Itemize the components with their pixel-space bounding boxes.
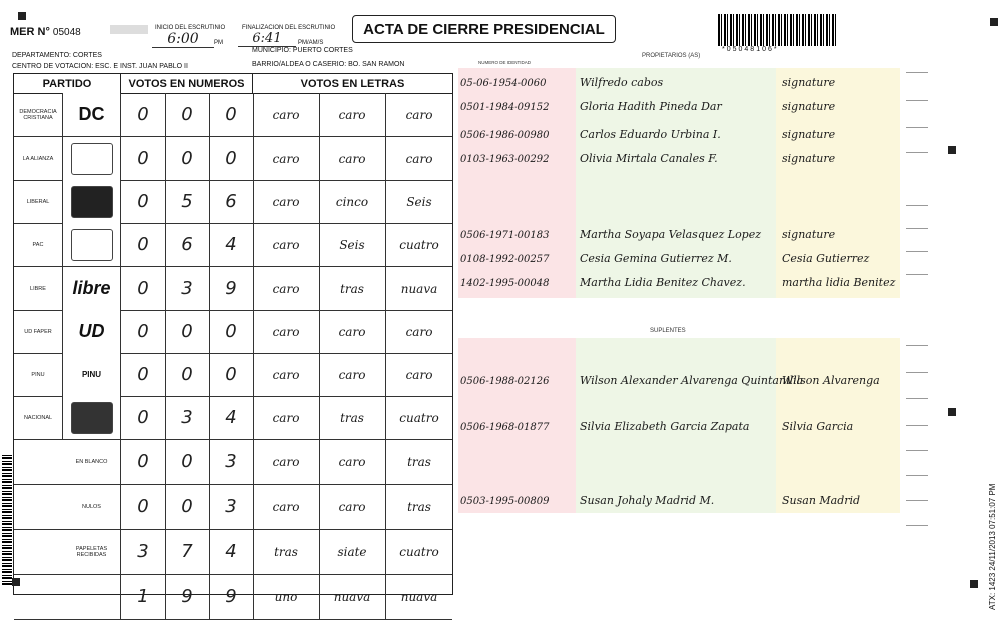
vote-digit: 0 <box>225 104 237 125</box>
party-name: PAC <box>32 241 44 248</box>
vote-word: tras <box>407 454 431 469</box>
vote-word-cell <box>386 396 452 439</box>
total-name: PAPELETAS RECIBIDAS <box>75 545 108 558</box>
signatory-name: Martha Lidia Benitez Chavez. <box>580 276 746 289</box>
vote-digit: 5 <box>181 191 193 212</box>
margin-line <box>906 425 928 426</box>
margin-line <box>906 475 928 476</box>
vote-digit: 7 <box>181 541 193 562</box>
vote-word-cell <box>319 529 386 574</box>
signature: signature <box>782 152 836 165</box>
party-name-cell <box>14 180 63 223</box>
vote-digit-cell <box>165 353 210 396</box>
vote-digit-cell <box>121 267 166 310</box>
party-name-cell <box>14 93 63 136</box>
vote-digit: 1 <box>137 586 149 607</box>
party-logo <box>63 353 121 396</box>
signatory-name: Silvia Elizabeth Garcia Zapata <box>580 420 750 433</box>
side-barcode <box>2 455 12 585</box>
total-spacer <box>14 484 62 529</box>
total-name-cell <box>63 484 121 529</box>
margin-line <box>906 100 928 101</box>
total-name: EN BLANCO <box>75 458 108 465</box>
vote-digit-cell <box>121 484 166 529</box>
party-logo <box>63 137 121 180</box>
vote-word: cuatro <box>399 410 439 425</box>
margin-line <box>906 127 928 128</box>
table-row <box>14 439 452 485</box>
vote-digit: 0 <box>181 364 193 385</box>
vote-word-cell <box>386 574 452 619</box>
vote-digit-cell <box>121 574 166 619</box>
vote-word: tras <box>340 281 364 296</box>
vote-word-cell <box>319 180 386 223</box>
table-row <box>14 137 452 181</box>
vote-word: nuava <box>333 589 371 604</box>
vote-word-cell <box>319 93 386 136</box>
propietarios-label: PROPIETARIOS (AS) <box>642 53 701 59</box>
table-row <box>14 310 452 354</box>
party-emblem-icon <box>71 229 113 261</box>
vote-word-cell <box>253 353 320 396</box>
signatory-id: 0501-1984-09152 <box>460 102 550 113</box>
finalizacion-label: FINALIZACION DEL ESCRUTINIO <box>242 25 336 31</box>
vote-digit-cell <box>121 310 166 353</box>
vote-word-cell <box>253 137 320 180</box>
party-name-cell <box>14 223 63 266</box>
vote-word: caro <box>272 237 300 252</box>
margin-line <box>906 345 928 346</box>
barcode-number: *05048106* <box>722 46 779 53</box>
vote-word-cell <box>253 396 320 439</box>
vote-digit: 9 <box>181 586 193 607</box>
vote-word-cell <box>386 93 452 136</box>
vote-word-cell <box>386 137 452 180</box>
signatory-name: Wilfredo cabos <box>580 76 664 89</box>
vote-digit-cell <box>165 93 210 136</box>
signatory-name: Carlos Eduardo Urbina I. <box>580 128 721 141</box>
vote-digit-cell <box>209 267 254 310</box>
vote-digit-cell <box>209 529 254 574</box>
party-logo <box>63 180 121 223</box>
vote-digit: 4 <box>225 541 237 562</box>
signatory-row <box>458 274 908 294</box>
vote-digit: 0 <box>137 321 149 342</box>
table-row <box>14 267 452 311</box>
vote-digit: 4 <box>225 234 237 255</box>
vote-digit: 3 <box>181 278 193 299</box>
vote-word-cell <box>319 223 386 266</box>
vote-word: caro <box>405 107 433 122</box>
signatory-id: 0506-1988-02126 <box>460 376 550 387</box>
party-name: LIBERAL <box>26 198 50 205</box>
party-logo <box>63 93 121 136</box>
vote-word-cell <box>319 484 386 529</box>
margin-line <box>906 500 928 501</box>
table-row <box>14 223 452 267</box>
vote-digit-cell <box>165 180 210 223</box>
municipio: MUNICIPIO: PUERTO CORTES <box>252 47 353 54</box>
vote-digit-cell <box>209 484 254 529</box>
vote-word: siate <box>337 544 367 559</box>
vote-digit: 0 <box>137 278 149 299</box>
party-logo-text: libre <box>72 278 111 298</box>
total-spacer <box>14 529 62 574</box>
vote-digit-cell <box>121 93 166 136</box>
signatory-id: 0506-1968-01877 <box>460 422 550 433</box>
signatory-id: 0108-1992-00257 <box>460 254 550 265</box>
vote-word-cell <box>253 484 320 529</box>
party-name-cell <box>14 353 63 396</box>
margin-line <box>906 450 928 451</box>
vote-digit: 0 <box>181 451 193 472</box>
header-partido: PARTIDO <box>14 74 121 94</box>
finalizacion-value: 6:41 <box>238 31 296 47</box>
signature: martha lidia Benitez <box>782 276 896 289</box>
vote-digit: 0 <box>137 407 149 428</box>
vote-digit-cell <box>165 396 210 439</box>
header-votos-letras: VOTOS EN LETRAS <box>253 74 452 94</box>
centro-votacion: CENTRO DE VOTACION: ESC. E INST. JUAN PABLO II <box>12 63 188 70</box>
vote-word: cuatro <box>399 237 439 252</box>
vote-digit: 0 <box>225 321 237 342</box>
party-name: PINU <box>31 371 45 378</box>
vote-word: caro <box>338 454 366 469</box>
party-emblem-icon <box>71 186 113 218</box>
vote-word-cell <box>253 574 320 619</box>
signatory-name: Cesia Gemina Gutierrez M. <box>580 252 732 265</box>
vote-word: caro <box>272 454 300 469</box>
table-row <box>14 484 452 530</box>
vote-digit-cell <box>165 267 210 310</box>
vote-word: caro <box>338 151 366 166</box>
vote-word: nuava <box>400 589 438 604</box>
margin-line <box>906 372 928 373</box>
vote-digit: 0 <box>137 364 149 385</box>
vote-word: caro <box>272 324 300 339</box>
vote-digit: 4 <box>225 407 237 428</box>
total-spacer <box>14 439 62 484</box>
vote-word: uno <box>274 589 298 604</box>
vote-word: caro <box>272 499 300 514</box>
vote-digit-cell <box>165 574 210 619</box>
vote-digit: 3 <box>225 496 237 517</box>
atx-stamp: ATX: 1423 24/11/2013 07:51:07 PM <box>988 483 997 610</box>
signatory-id: 0506-1971-00183 <box>460 230 550 241</box>
suplentes-label: SUPLENTES <box>650 328 686 334</box>
vote-word-cell <box>386 439 452 484</box>
inicio-value: 6:00 <box>152 31 214 48</box>
margin-line <box>906 274 928 275</box>
vote-word-cell <box>319 439 386 484</box>
party-name-cell <box>14 396 63 439</box>
table-row <box>14 574 452 620</box>
vote-word: tras <box>340 410 364 425</box>
signatory-name: Gloria Hadith Pineda Dar <box>580 100 722 113</box>
vote-digit-cell <box>165 310 210 353</box>
signatory-name: Susan Johaly Madrid M. <box>580 494 715 507</box>
table-row <box>14 396 452 440</box>
signature: Wilson Alvarenga <box>782 374 880 387</box>
party-name: NACIONAL <box>23 414 53 421</box>
logo-stamp <box>110 25 148 34</box>
vote-digit: 0 <box>137 496 149 517</box>
vote-digit-cell <box>209 180 254 223</box>
vote-table <box>13 73 453 607</box>
signature: Susan Madrid <box>782 494 861 507</box>
vote-digit: 0 <box>181 496 193 517</box>
vote-word-cell <box>319 267 386 310</box>
vote-digit-cell <box>165 439 210 484</box>
mer-label: MER N° 05048 <box>10 26 81 38</box>
party-name: UD FAPER <box>24 328 52 335</box>
margin-line <box>906 228 928 229</box>
party-name: DEMOCRACIA CRISTIANA <box>19 108 57 121</box>
party-emblem-icon <box>71 402 113 434</box>
vote-word: Seis <box>406 194 432 209</box>
signatory-id: 05-06-1954-0060 <box>460 78 547 89</box>
vote-digit-cell <box>121 353 166 396</box>
signatory-row <box>458 372 908 392</box>
vote-digit: 3 <box>181 407 193 428</box>
vote-digit-cell <box>165 223 210 266</box>
signatory-row <box>458 226 908 246</box>
margin-line <box>906 525 928 526</box>
party-name-cell <box>14 310 63 353</box>
signatory-row <box>458 250 908 270</box>
vote-digit: 9 <box>225 586 237 607</box>
party-logo <box>63 223 121 266</box>
vote-word: caro <box>272 151 300 166</box>
vote-word: caro <box>272 194 300 209</box>
vote-word: caro <box>272 367 300 382</box>
vote-word: tras <box>407 499 431 514</box>
vote-digit: 0 <box>181 148 193 169</box>
inicio-label: INICIO DEL ESCRUTINIO <box>155 25 226 31</box>
vote-word: caro <box>405 324 433 339</box>
table-row <box>14 93 452 137</box>
margin-line <box>906 398 928 399</box>
vote-word: caro <box>405 151 433 166</box>
vote-word: caro <box>338 324 366 339</box>
vote-digit-cell <box>121 396 166 439</box>
signatory-name: Wilson Alexander Alvarenga Quintanilla <box>580 374 804 387</box>
vote-digit-cell <box>121 529 166 574</box>
vote-word-cell <box>386 529 452 574</box>
vote-word: caro <box>405 367 433 382</box>
corner-mark-icon <box>948 408 956 416</box>
vote-word-cell <box>253 180 320 223</box>
total-name-cell <box>63 439 121 484</box>
signatory-id: 0506-1986-00980 <box>460 130 550 141</box>
vote-word: caro <box>272 107 300 122</box>
vote-digit-cell <box>165 484 210 529</box>
signatory-name: Olivia Mirtala Canales F. <box>580 152 718 165</box>
vote-digit: 3 <box>137 541 149 562</box>
total-name-cell <box>63 529 121 574</box>
vote-word: Seis <box>339 237 365 252</box>
document-title: ACTA DE CIERRE PRESIDENCIAL <box>352 15 616 43</box>
signature: Cesia Gutierrez <box>782 252 870 265</box>
corner-mark-icon <box>18 12 26 20</box>
vote-digit-cell <box>209 574 254 619</box>
vote-digit-cell <box>121 180 166 223</box>
vote-digit-cell <box>209 396 254 439</box>
signatory-row <box>458 74 908 94</box>
signature: signature <box>782 228 836 241</box>
vote-digit: 3 <box>225 451 237 472</box>
vote-digit-cell <box>209 439 254 484</box>
vote-word-cell <box>253 439 320 484</box>
corner-mark-icon <box>990 18 998 26</box>
signatory-id: 0503-1995-00809 <box>460 496 550 507</box>
vote-word: cinco <box>335 194 369 209</box>
vote-digit-cell <box>209 353 254 396</box>
vote-word-cell <box>319 137 386 180</box>
total-name-cell <box>63 574 121 619</box>
header-votos-numeros: VOTOS EN NUMEROS <box>121 74 253 94</box>
vote-word-cell <box>253 223 320 266</box>
party-emblem-icon <box>71 143 113 175</box>
vote-word: nuava <box>400 281 438 296</box>
vote-digit: 0 <box>225 148 237 169</box>
margin-line <box>906 251 928 252</box>
signature: signature <box>782 100 836 113</box>
vote-word-cell <box>319 310 386 353</box>
signatory-id: 1402-1995-00048 <box>460 278 550 289</box>
vote-digit: 0 <box>181 321 193 342</box>
vote-word: caro <box>338 499 366 514</box>
vote-digit-cell <box>209 310 254 353</box>
vote-digit-cell <box>121 439 166 484</box>
vote-word-cell <box>253 267 320 310</box>
barrio: BARRIO/ALDEA O CASERIO: BO. SAN RAMON <box>252 61 405 68</box>
vote-digit-cell <box>165 137 210 180</box>
vote-word-cell <box>386 484 452 529</box>
corner-mark-icon <box>970 580 978 588</box>
table-row <box>14 353 452 397</box>
vote-digit: 9 <box>225 278 237 299</box>
signatory-id: 0103-1963-00292 <box>460 154 550 165</box>
signature: Silvia Garcia <box>782 420 854 433</box>
margin-line <box>906 152 928 153</box>
total-spacer <box>14 574 62 619</box>
vote-digit-cell <box>121 137 166 180</box>
vote-digit-cell <box>165 529 210 574</box>
signatory-row <box>458 418 908 438</box>
vote-digit-cell <box>121 223 166 266</box>
vote-digit-cell <box>209 137 254 180</box>
party-logo <box>63 310 121 353</box>
vote-word-cell <box>319 353 386 396</box>
vote-word-cell <box>386 267 452 310</box>
vote-word: caro <box>338 367 366 382</box>
party-name: LA ALIANZA <box>22 155 54 162</box>
vote-word-cell <box>319 396 386 439</box>
party-logo <box>63 396 121 439</box>
signatory-row <box>458 492 908 512</box>
vote-word-cell <box>253 310 320 353</box>
vote-word: caro <box>272 281 300 296</box>
vote-digit-cell <box>209 93 254 136</box>
party-name: LIBRE <box>30 285 46 292</box>
vote-digit: 0 <box>137 234 149 255</box>
party-logo-text: UD <box>78 321 105 341</box>
party-logo <box>63 267 121 310</box>
vote-digit: 6 <box>181 234 193 255</box>
vote-digit-cell <box>209 223 254 266</box>
table-row <box>14 529 452 575</box>
finalizacion-suffix: PM/AM/S <box>298 40 324 46</box>
vote-word-cell <box>386 223 452 266</box>
party-name-cell <box>14 267 63 310</box>
party-logo-text: PINU <box>81 370 102 379</box>
vote-word: tras <box>274 544 298 559</box>
vote-digit: 6 <box>225 191 237 212</box>
signature: signature <box>782 128 836 141</box>
table-row <box>14 180 452 224</box>
vote-digit: 0 <box>137 451 149 472</box>
vote-word-cell <box>386 180 452 223</box>
vote-digit: 0 <box>137 148 149 169</box>
margin-line <box>906 72 928 73</box>
vote-digit: 0 <box>137 104 149 125</box>
corner-mark-icon <box>948 146 956 154</box>
vote-word-cell <box>319 574 386 619</box>
vote-word-cell <box>386 310 452 353</box>
margin-line <box>906 205 928 206</box>
party-name-cell <box>14 137 63 180</box>
signature: signature <box>782 76 836 89</box>
signatory-name: Martha Soyapa Velasquez Lopez <box>580 228 762 241</box>
signatory-row <box>458 126 908 146</box>
vote-word-cell <box>253 529 320 574</box>
total-name: NULOS <box>82 503 101 510</box>
vote-digit: 0 <box>137 191 149 212</box>
vote-word: caro <box>338 107 366 122</box>
signatory-row <box>458 98 908 118</box>
vote-word: caro <box>272 410 300 425</box>
signatory-row <box>458 150 908 170</box>
mer-number: 05048 <box>52 27 81 38</box>
departamento: DEPARTAMENTO: CORTES <box>12 52 102 59</box>
inicio-suffix: PM <box>214 40 223 46</box>
party-logo-text: DC <box>78 104 105 124</box>
vote-digit: 0 <box>225 364 237 385</box>
vote-word-cell <box>386 353 452 396</box>
vote-digit: 0 <box>181 104 193 125</box>
numero-identidad-label: NUMERO DE IDENTIDAD <box>478 60 532 65</box>
vote-word-cell <box>253 93 320 136</box>
barcode <box>718 14 836 46</box>
vote-word: cuatro <box>399 544 439 559</box>
